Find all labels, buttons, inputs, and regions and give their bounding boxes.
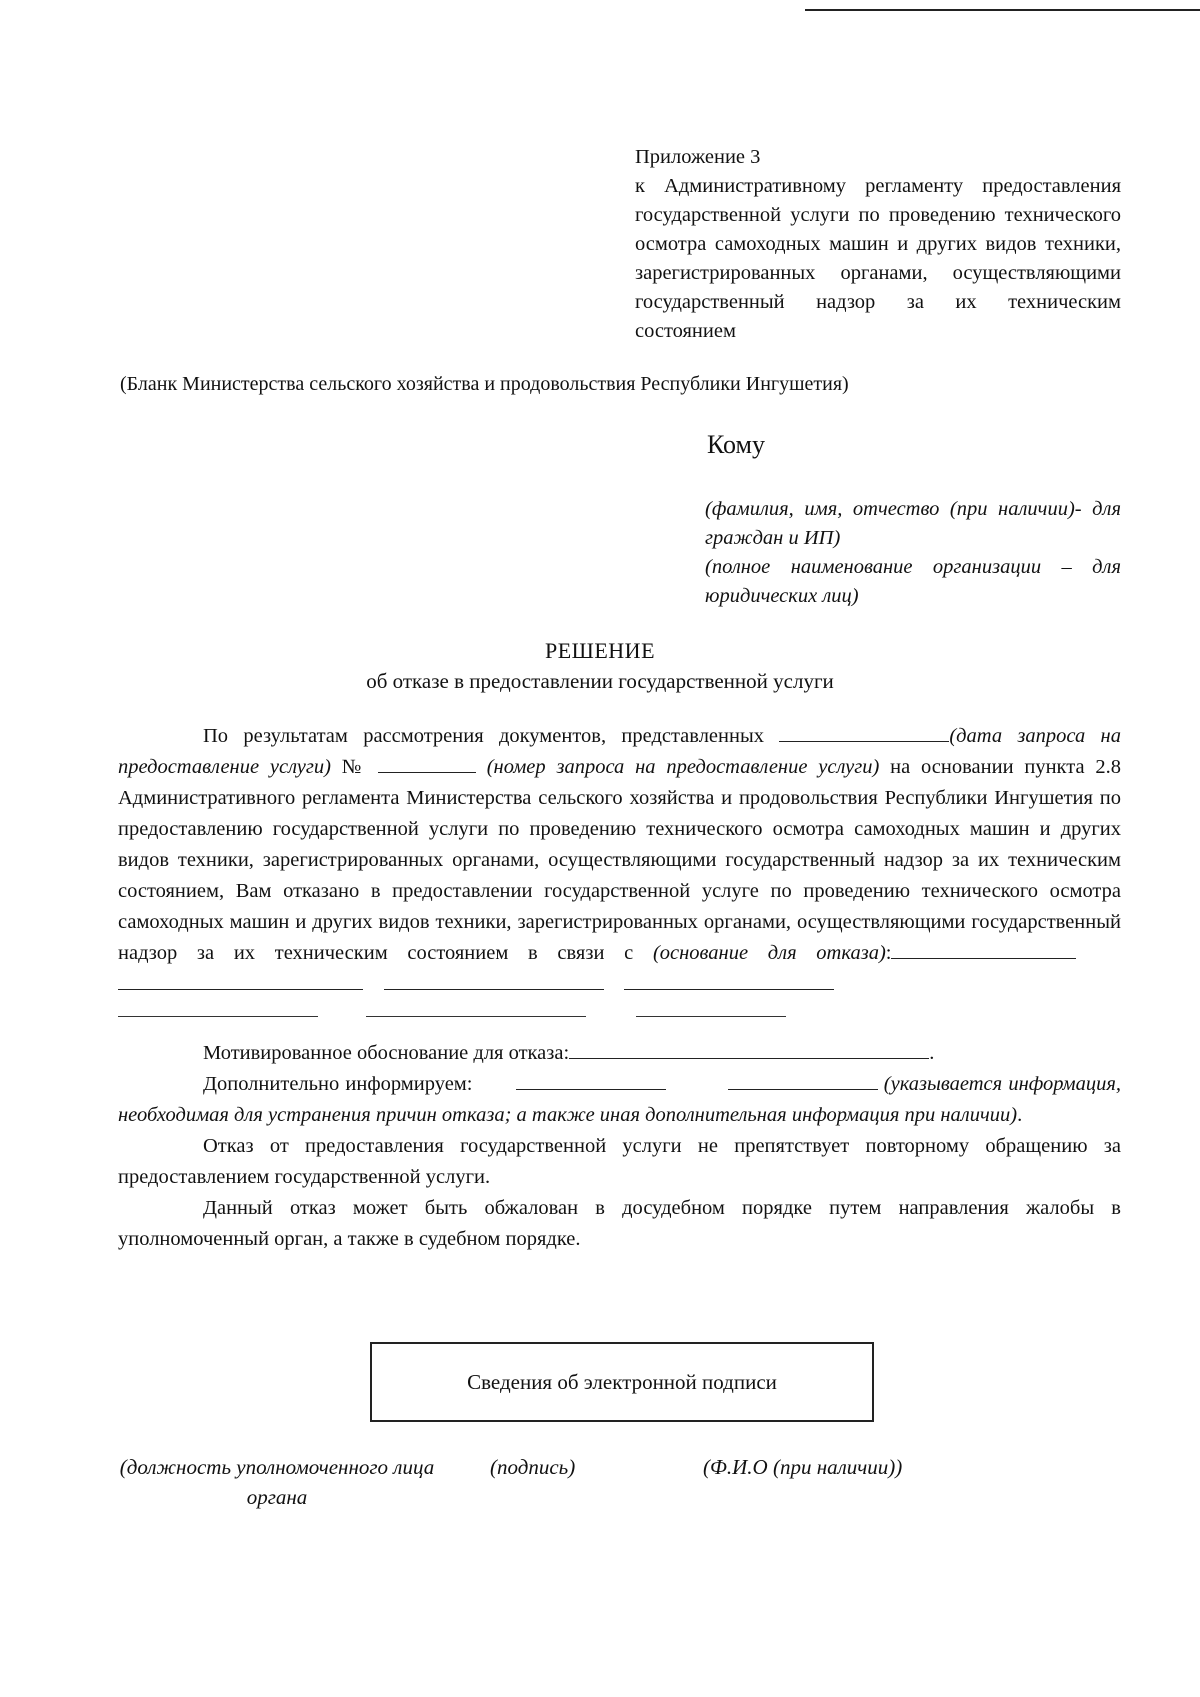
motivation-blank [569, 1040, 929, 1059]
blank-name: (Бланк Министерства сельского хозяйства и продовольствия Республики Ингушетия) [120, 373, 849, 395]
p1-text-start: По результатам рассмотрения документов, представленных [203, 725, 780, 747]
reason-blank-4 [624, 971, 834, 990]
additional-info-blank-2 [728, 1071, 878, 1090]
top-rule [805, 9, 1200, 11]
reason-blank-3 [384, 971, 604, 990]
request-date-blank [779, 723, 949, 742]
reason-line-1 [118, 1016, 318, 1017]
request-number-blank [378, 754, 476, 773]
decision-title: РЕШЕНИЕ [544, 638, 656, 663]
recipient-label: Кому [707, 430, 766, 459]
reason-blank-2 [118, 971, 363, 990]
attachment-text: к Административному регламенту предоставления государственной услуги по проведению технического осмотра самоходных машин и других видов техники, зарегистрированных органами, осуществляющими государственный надзор за их техническим состоянием [635, 175, 1121, 342]
additional-info-blank-1 [516, 1071, 666, 1090]
electronic-signature-box [370, 1342, 874, 1422]
paragraph-request [118, 721, 1121, 1000]
paragraph-appeal-note: Данный отказ может быть обжалован в досудебном порядке путем направления жалобы в уполномоченный орган, а также в судебном порядке. [118, 1197, 1121, 1250]
recipient-hint-individual: (фамилия, имя, отчество (при наличии)- для граждан и ИП) [705, 498, 1121, 549]
reason-continuation-lines [118, 1000, 1121, 1038]
recipient-hint [705, 495, 1121, 611]
paragraph-refusal-note: Отказ от предоставления государственной услуги не препятствует повторному обращению за предоставлением государственной услуги. [118, 1135, 1121, 1188]
additional-info-label: Дополнительно информируем: [203, 1073, 479, 1095]
reason-blank-1 [891, 940, 1076, 959]
signer-fio-caption: (Ф.И.О (при наличии)) [703, 1455, 903, 1479]
reason-line-2 [366, 1016, 586, 1017]
paragraph-additional-info [118, 1069, 1121, 1131]
additional-info-hint: (указывается информация, необходимая для устранения причин отказа; а также иная дополнительная информация при наличии) [118, 1073, 1122, 1126]
paragraph-motivation: Мотивированное обоснование для отказа: . [203, 1042, 935, 1064]
reason-hint: (основание для отказа) [652, 942, 886, 964]
decision-body [118, 721, 1121, 1255]
signer-signature-caption: (подпись) [490, 1455, 576, 1479]
reason-colon: : [885, 942, 892, 964]
additional-info-end: . [1017, 1104, 1023, 1126]
p1-text-main: на основании пункта 2.8 Административного регламента Министерства сельского хозяйства и продовольствия Республики Ингушетия по предоставлению государственной услуги по проведению технического осмотра самоходных машин и других видов техники, зарегистрированных органами, осуществляющими государственный надзор за их техническим состоянием, Вам отказано в предоставлении государственной услуге по проведению технического осмотра самоходных машин и других видов техники, зарегистрированных органами, осуществляющими государственный надзор за их техническим состоянием в связи с [118, 756, 1122, 964]
recipient-hint-organization: (полное наименование организации – для юридических лиц) [705, 556, 1121, 607]
decision-subtitle: об отказе в предоставлении государственной услуги [366, 669, 834, 693]
electronic-signature-label: Сведения об электронной подписи [467, 1370, 777, 1394]
request-date-hint: (дата запроса на предоставление услуги) [118, 725, 1121, 778]
attachment-title: Приложение 3 [635, 146, 761, 168]
request-number-hint: (номер запроса на предоставление услуги) [486, 756, 880, 778]
signer-position-caption: (должность уполномоченного лица органа [119, 1455, 435, 1509]
attachment-header [635, 143, 1121, 346]
number-sign: № [330, 756, 378, 778]
motivation-label: Мотивированное обоснование для отказа: [203, 1042, 570, 1064]
reason-line-3 [636, 1016, 786, 1017]
